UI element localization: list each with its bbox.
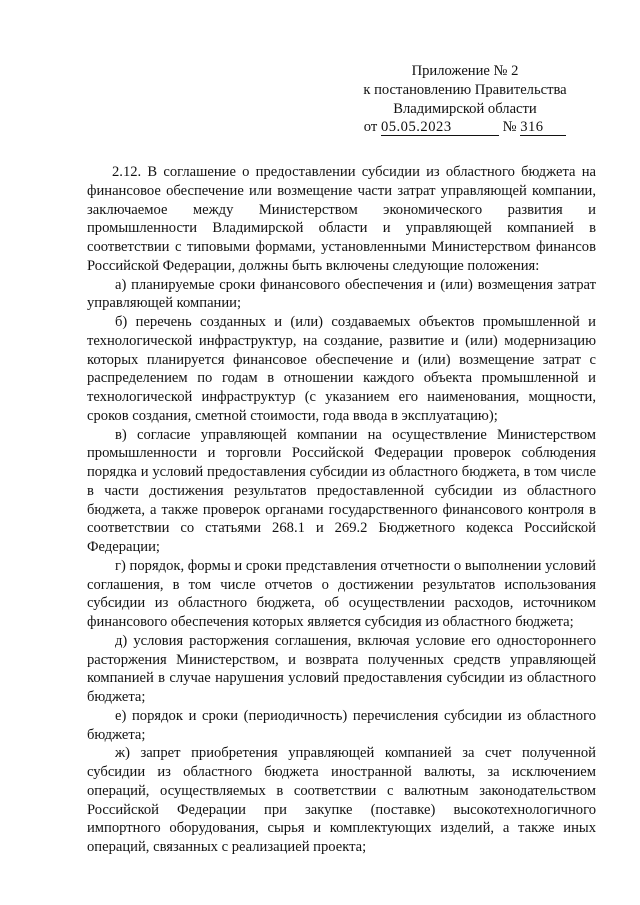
document-number: 316 [520, 119, 566, 136]
appendix-title: Приложение № 2 [411, 63, 519, 79]
paragraph-zh: ж) запрет приобретения управляющей компанией за счет полученной субсидии из областного бюджета иностранной валюты, за исключением операций, осуществляемых в соответствии с валютным законодательством Российской Федерации при закупке (поставке) высокотехнологичного импортного оборудования, сырья и комплектующих изделий, а также иных операций, связанных с реализацией проекта; [87, 745, 596, 855]
paragraph-d: д) условия расторжения соглашения, включая условие его одностороннего расторжения Министерством, и возврата полученных средств управляющей компанией в случае нарушения условий предоставления субсидии из областного бюджета; [87, 632, 596, 705]
resolution-reference: к постановлению Правительства [363, 81, 567, 98]
paragraph-2-12: 2.12. В соглашение о предоставлении субсидии из областного бюджета на финансовое обеспечение или возмещение части затрат управляющей компании, заключаемое между Министерством экономического развития и промышленности Владимирской области и управляющей компанией в соответствии с типовыми формами, установленными Министерством финансов Российской Федерации, должны быть включены следующие положения: [87, 164, 596, 274]
date-prefix: от [363, 119, 378, 136]
date-number-line [330, 118, 600, 137]
paragraph-v: в) согласие управляющей компании на осуществление Министерством промышленности и торговли Российской Федерации проверок соблюдения порядка и условий предоставления субсидии из областного бюджета, в том числе в части достижения результатов предоставленной субсидии из областного бюджета, а также проверок органами государственного финансового контроля в соответствии со статьями 268.1 и 269.2 Бюджетного кодекса Российской Федерации; [87, 426, 596, 555]
document-date: 05.05.2023 [381, 119, 499, 136]
paragraph-a: а) планируемые сроки финансового обеспечения и (или) возмещения затрат управляющей компании; [87, 276, 596, 312]
paragraph-b: б) перечень созданных и (или) создаваемых объектов промышленной и технологической инфраструктур, на создание, развитие и (или) модернизацию которых планируется финансовое обеспечение и (или) возмещение затрат с распределением по годам в отношении каждого объекта промышленной и технологической инфраструктур (с указанием его наименования, мощности, сроков создания, сметной стоимости, года ввода в эксплуатацию); [87, 314, 596, 424]
paragraph-e: е) порядок и сроки (периодичность) перечисления субсидии из областного бюджета; [87, 707, 596, 743]
document-header [330, 62, 600, 137]
region-name: Владимирской области [393, 100, 537, 117]
number-prefix: № [502, 119, 517, 136]
paragraph-g: г) порядок, формы и сроки представления отчетности о выполнении условий соглашения, в том числе отчетов о достижении результатов использования субсидии из областного бюджета, об осуществлении расходов, источником финансового обеспечения которых является субсидия из областного бюджета; [87, 557, 596, 630]
document-body [87, 163, 596, 857]
